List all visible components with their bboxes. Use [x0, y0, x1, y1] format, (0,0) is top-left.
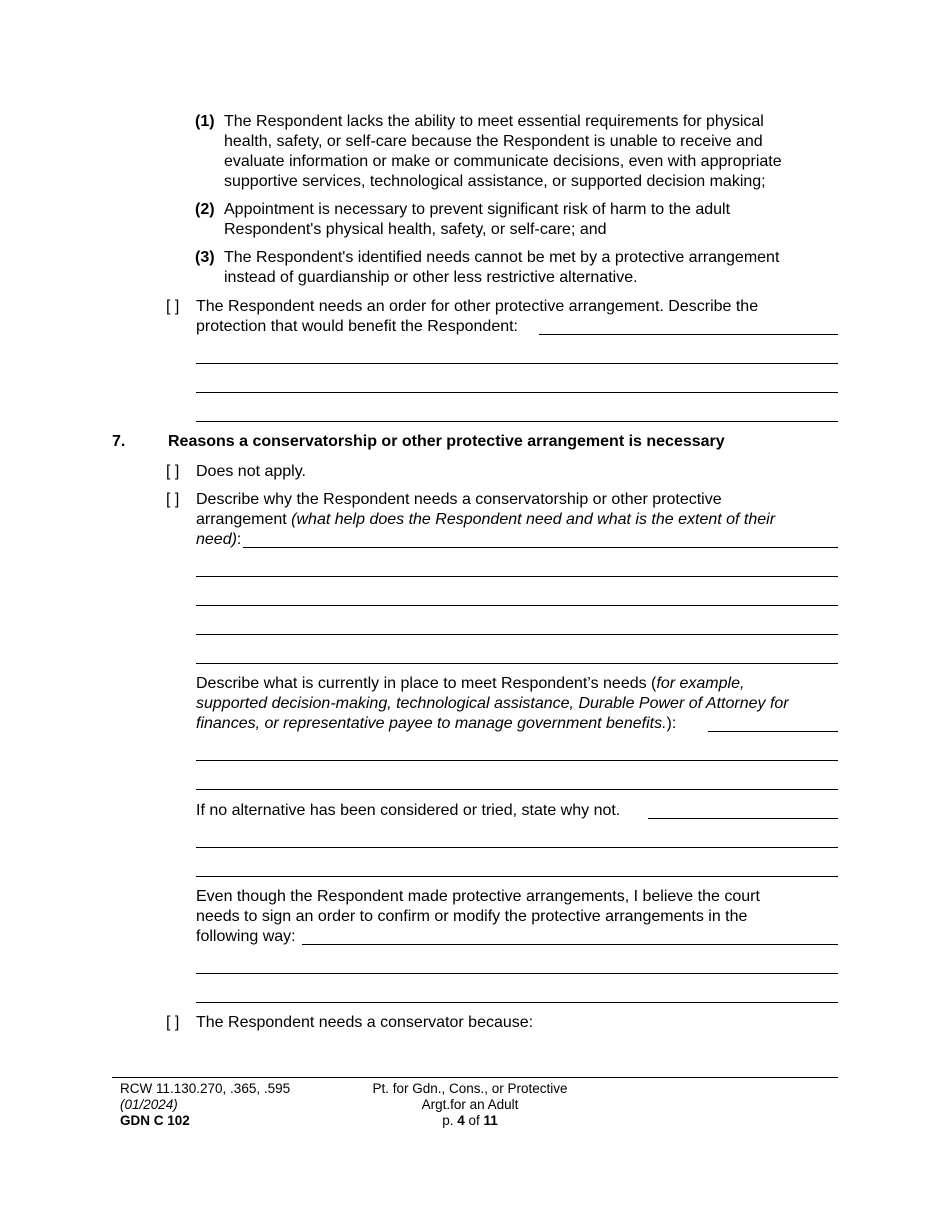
no-alternative-answer-line[interactable]: [648, 818, 838, 819]
other-protective-checkbox[interactable]: [ ]: [166, 298, 180, 315]
conservator-label: The Respondent needs a conservator because:: [196, 1014, 534, 1031]
criterion-text-line: Respondent's physical health, safety, or self-care; and: [224, 221, 607, 238]
footer-form-title: [320, 1081, 620, 1129]
footer-title-line: Argt.for an Adult: [421, 1097, 519, 1112]
current-answer-line[interactable]: [196, 760, 838, 761]
criterion-text-line: The Respondent lacks the ability to meet essential requirements for physical: [224, 113, 764, 130]
criterion-text-line: evaluate information or make or communicate decisions, even with appropriate: [224, 153, 782, 170]
current-answer-line[interactable]: [708, 731, 838, 732]
criterion-text-line: health, safety, or self-care because the Respondent is unable to receive and: [224, 133, 763, 150]
even-though-text: Even though the Respondent made protective arrangements, I believe the court: [196, 888, 760, 905]
describe-answer-line[interactable]: [196, 576, 838, 577]
criterion-number: (3): [195, 249, 215, 266]
describe-checkbox[interactable]: [ ]: [166, 491, 180, 508]
does-not-apply-checkbox[interactable]: [ ]: [166, 463, 180, 480]
describe-text: Describe why the Respondent needs a conservatorship or other protective: [196, 491, 722, 508]
footer-page-number: p. 4 of 11: [442, 1113, 498, 1128]
even-though-answer-line[interactable]: [302, 944, 838, 945]
current-arrangements-text: Describe what is currently in place to meet Respondent’s needs (for example,: [196, 675, 745, 692]
no-alternative-answer-line[interactable]: [196, 847, 838, 848]
describe-answer-line[interactable]: [196, 605, 838, 606]
current-arrangements-text: supported decision-making, technological assistance, Durable Power of Attorney for: [196, 695, 789, 712]
does-not-apply-label: Does not apply.: [196, 463, 306, 480]
criterion-text-line: supportive services, technological assistance, or supported decision making;: [224, 173, 766, 190]
even-though-answer-line[interactable]: [196, 973, 838, 974]
current-answer-line[interactable]: [196, 789, 838, 790]
other-protective-text: The Respondent needs an order for other protective arrangement. Describe the: [196, 298, 759, 315]
footer-date: (01/2024): [120, 1097, 178, 1112]
conservator-checkbox[interactable]: [ ]: [166, 1014, 180, 1031]
criterion-number: (2): [195, 201, 215, 218]
criterion-text-line: The Respondent's identified needs cannot be met by a protective arrangement: [224, 249, 780, 266]
criterion-text-line: instead of guardianship or other less restrictive alternative.: [224, 269, 638, 286]
other-protective-text: protection that would benefit the Respondent:: [196, 318, 518, 335]
footer-divider: [112, 1077, 838, 1078]
section-title: Reasons a conservatorship or other protective arrangement is necessary: [168, 433, 725, 450]
no-alternative-text: If no alternative has been considered or tried, state why not.: [196, 802, 621, 819]
even-though-text: following way:: [196, 928, 296, 945]
section-number: 7.: [112, 433, 126, 450]
other-protective-answer-line[interactable]: [539, 334, 838, 335]
no-alternative-answer-line[interactable]: [196, 876, 838, 877]
criterion-number: (1): [195, 113, 215, 130]
describe-answer-line[interactable]: [196, 663, 838, 664]
footer-rcw: RCW 11.130.270, .365, .595: [120, 1081, 291, 1096]
footer-form-number: GDN C 102: [120, 1113, 190, 1128]
even-though-answer-line[interactable]: [196, 1002, 838, 1003]
even-though-text: needs to sign an order to confirm or modify the protective arrangements in the: [196, 908, 748, 925]
describe-answer-line[interactable]: [196, 634, 838, 635]
describe-answer-line[interactable]: [243, 547, 838, 548]
criterion-text-line: Appointment is necessary to prevent significant risk of harm to the adult: [224, 201, 731, 218]
other-protective-answer-line[interactable]: [196, 363, 838, 364]
footer-title-line: Pt. for Gdn., Cons., or Protective: [372, 1081, 568, 1096]
describe-text: arrangement (what help does the Respondent need and what is the extent of their: [196, 511, 776, 528]
other-protective-answer-line[interactable]: [196, 421, 838, 422]
current-arrangements-text: finances, or representative payee to manage government benefits.):: [196, 715, 677, 732]
other-protective-answer-line[interactable]: [196, 392, 838, 393]
describe-text: need):: [196, 531, 242, 548]
